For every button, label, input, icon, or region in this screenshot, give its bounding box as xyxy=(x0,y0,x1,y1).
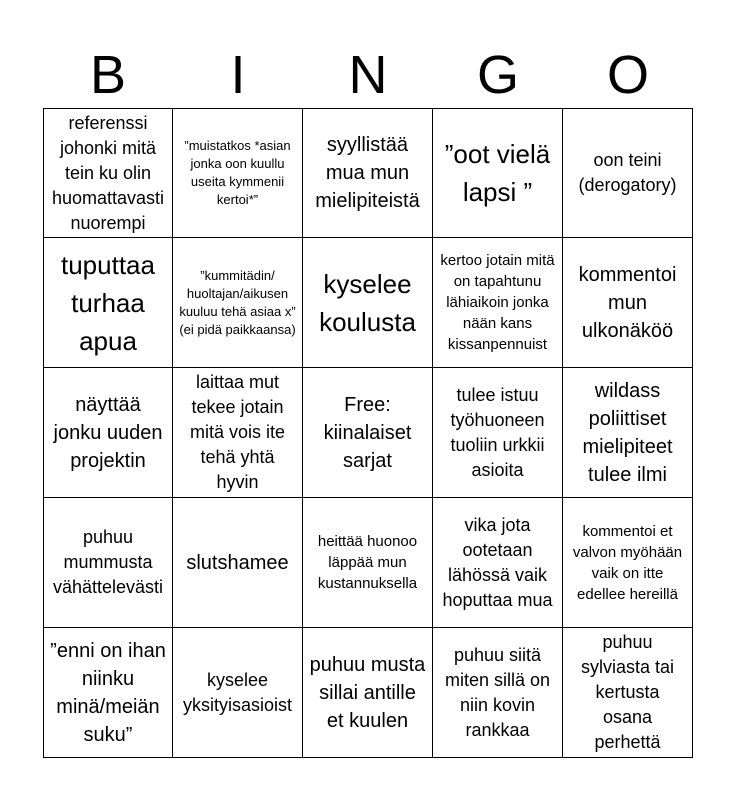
cell-text: laittaa mut tekee jotain mitä vois ite tehä yhtä hyvin xyxy=(189,372,286,492)
cell-text: puhuu mummusta vähättelevästi xyxy=(52,527,164,597)
bingo-cell[interactable] xyxy=(563,238,693,368)
bingo-cell[interactable] xyxy=(43,238,173,368)
cell-text: puhuu sylviasta tai kertusta osana perhettä xyxy=(580,632,675,752)
cell-text: slutshamee xyxy=(186,551,289,574)
bingo-cell[interactable] xyxy=(303,238,433,368)
cell-text: kertoo jotain mitä on tapahtunu lähiaikoin jonka nään kans kissanpennuist xyxy=(440,252,555,353)
bingo-grid xyxy=(43,108,693,758)
bingo-cell[interactable] xyxy=(303,628,433,758)
cell-text: puhuu siitä miten sillä on niin kovin rankkaa xyxy=(444,644,551,740)
bingo-cell[interactable] xyxy=(303,498,433,628)
bingo-cell[interactable] xyxy=(433,628,563,758)
bingo-cell[interactable] xyxy=(563,108,693,238)
bingo-cell[interactable] xyxy=(173,628,303,758)
bingo-header xyxy=(43,42,693,108)
bingo-cell[interactable] xyxy=(563,368,693,498)
bingo-cell[interactable] xyxy=(433,498,563,628)
cell-text: tuputtaa turhaa apua xyxy=(61,249,155,356)
bingo-cell[interactable] xyxy=(43,498,173,628)
cell-text: puhuu musta sillai antille et kuulen xyxy=(309,653,426,732)
bingo-cell[interactable] xyxy=(173,368,303,498)
header-letter-i: I xyxy=(230,45,246,105)
cell-text: Free: kiinalaiset sarjat xyxy=(323,393,412,472)
cell-text: vika jota ootetaan lähössä vaik hoputtaa mua xyxy=(442,514,553,610)
cell-text: kyselee koulusta xyxy=(319,268,416,337)
bingo-cell[interactable] xyxy=(173,498,303,628)
header-letter-b: B xyxy=(89,45,127,105)
cell-text: ”kummitädin/ huoltajan/aikusen kuuluu tehä asiaa x” (ei pidä paikkaansa) xyxy=(179,267,296,337)
cell-text: syyllistää mua mun mielipiteistä xyxy=(315,134,420,212)
cell-text: oon teini (derogatory) xyxy=(578,150,677,195)
bingo-cell[interactable] xyxy=(303,108,433,238)
header-letter-n: N xyxy=(348,45,388,105)
header-letter-g: G xyxy=(476,45,519,105)
cell-text: kommentoi mun ulkonäköö xyxy=(578,263,677,342)
bingo-cell[interactable] xyxy=(433,238,563,368)
cell-text: kommentoi et valvon myöhään vaik on itte edellee hereillä xyxy=(572,522,683,603)
bingo-cell[interactable] xyxy=(433,108,563,238)
cell-text: ”oot vielä lapsi ” xyxy=(444,139,551,207)
cell-text: ”muistatkos *asian jonka oon kuullu useita kymmenii kertoi*” xyxy=(184,138,291,207)
bingo-cell[interactable] xyxy=(43,108,173,238)
cell-text: kyselee yksityisasioist xyxy=(182,669,293,715)
header-letter-o: O xyxy=(606,45,649,105)
cell-text: referenssi johonki mitä tein ku olin huomattavasti nuorempi xyxy=(51,112,165,233)
bingo-cell[interactable] xyxy=(563,498,693,628)
cell-text: wildass poliittiset mielipiteet tulee ilmi xyxy=(582,379,673,486)
bingo-cell[interactable] xyxy=(43,628,173,758)
bingo-cell[interactable] xyxy=(173,108,303,238)
bingo-cell[interactable] xyxy=(173,238,303,368)
cell-text: näyttää jonku uuden projektin xyxy=(53,393,163,472)
bingo-cell[interactable] xyxy=(433,368,563,498)
bingo-free-cell[interactable] xyxy=(303,368,433,498)
cell-text: ”enni on ihan niinku minä/meiän suku” xyxy=(50,639,166,746)
cell-text: tulee istuu työhuoneen tuoliin urkkii asioita xyxy=(450,384,545,480)
cell-text: heittää huonoo läppää mun kustannuksella xyxy=(317,533,418,592)
bingo-cell[interactable] xyxy=(563,628,693,758)
bingo-cell[interactable] xyxy=(43,368,173,498)
